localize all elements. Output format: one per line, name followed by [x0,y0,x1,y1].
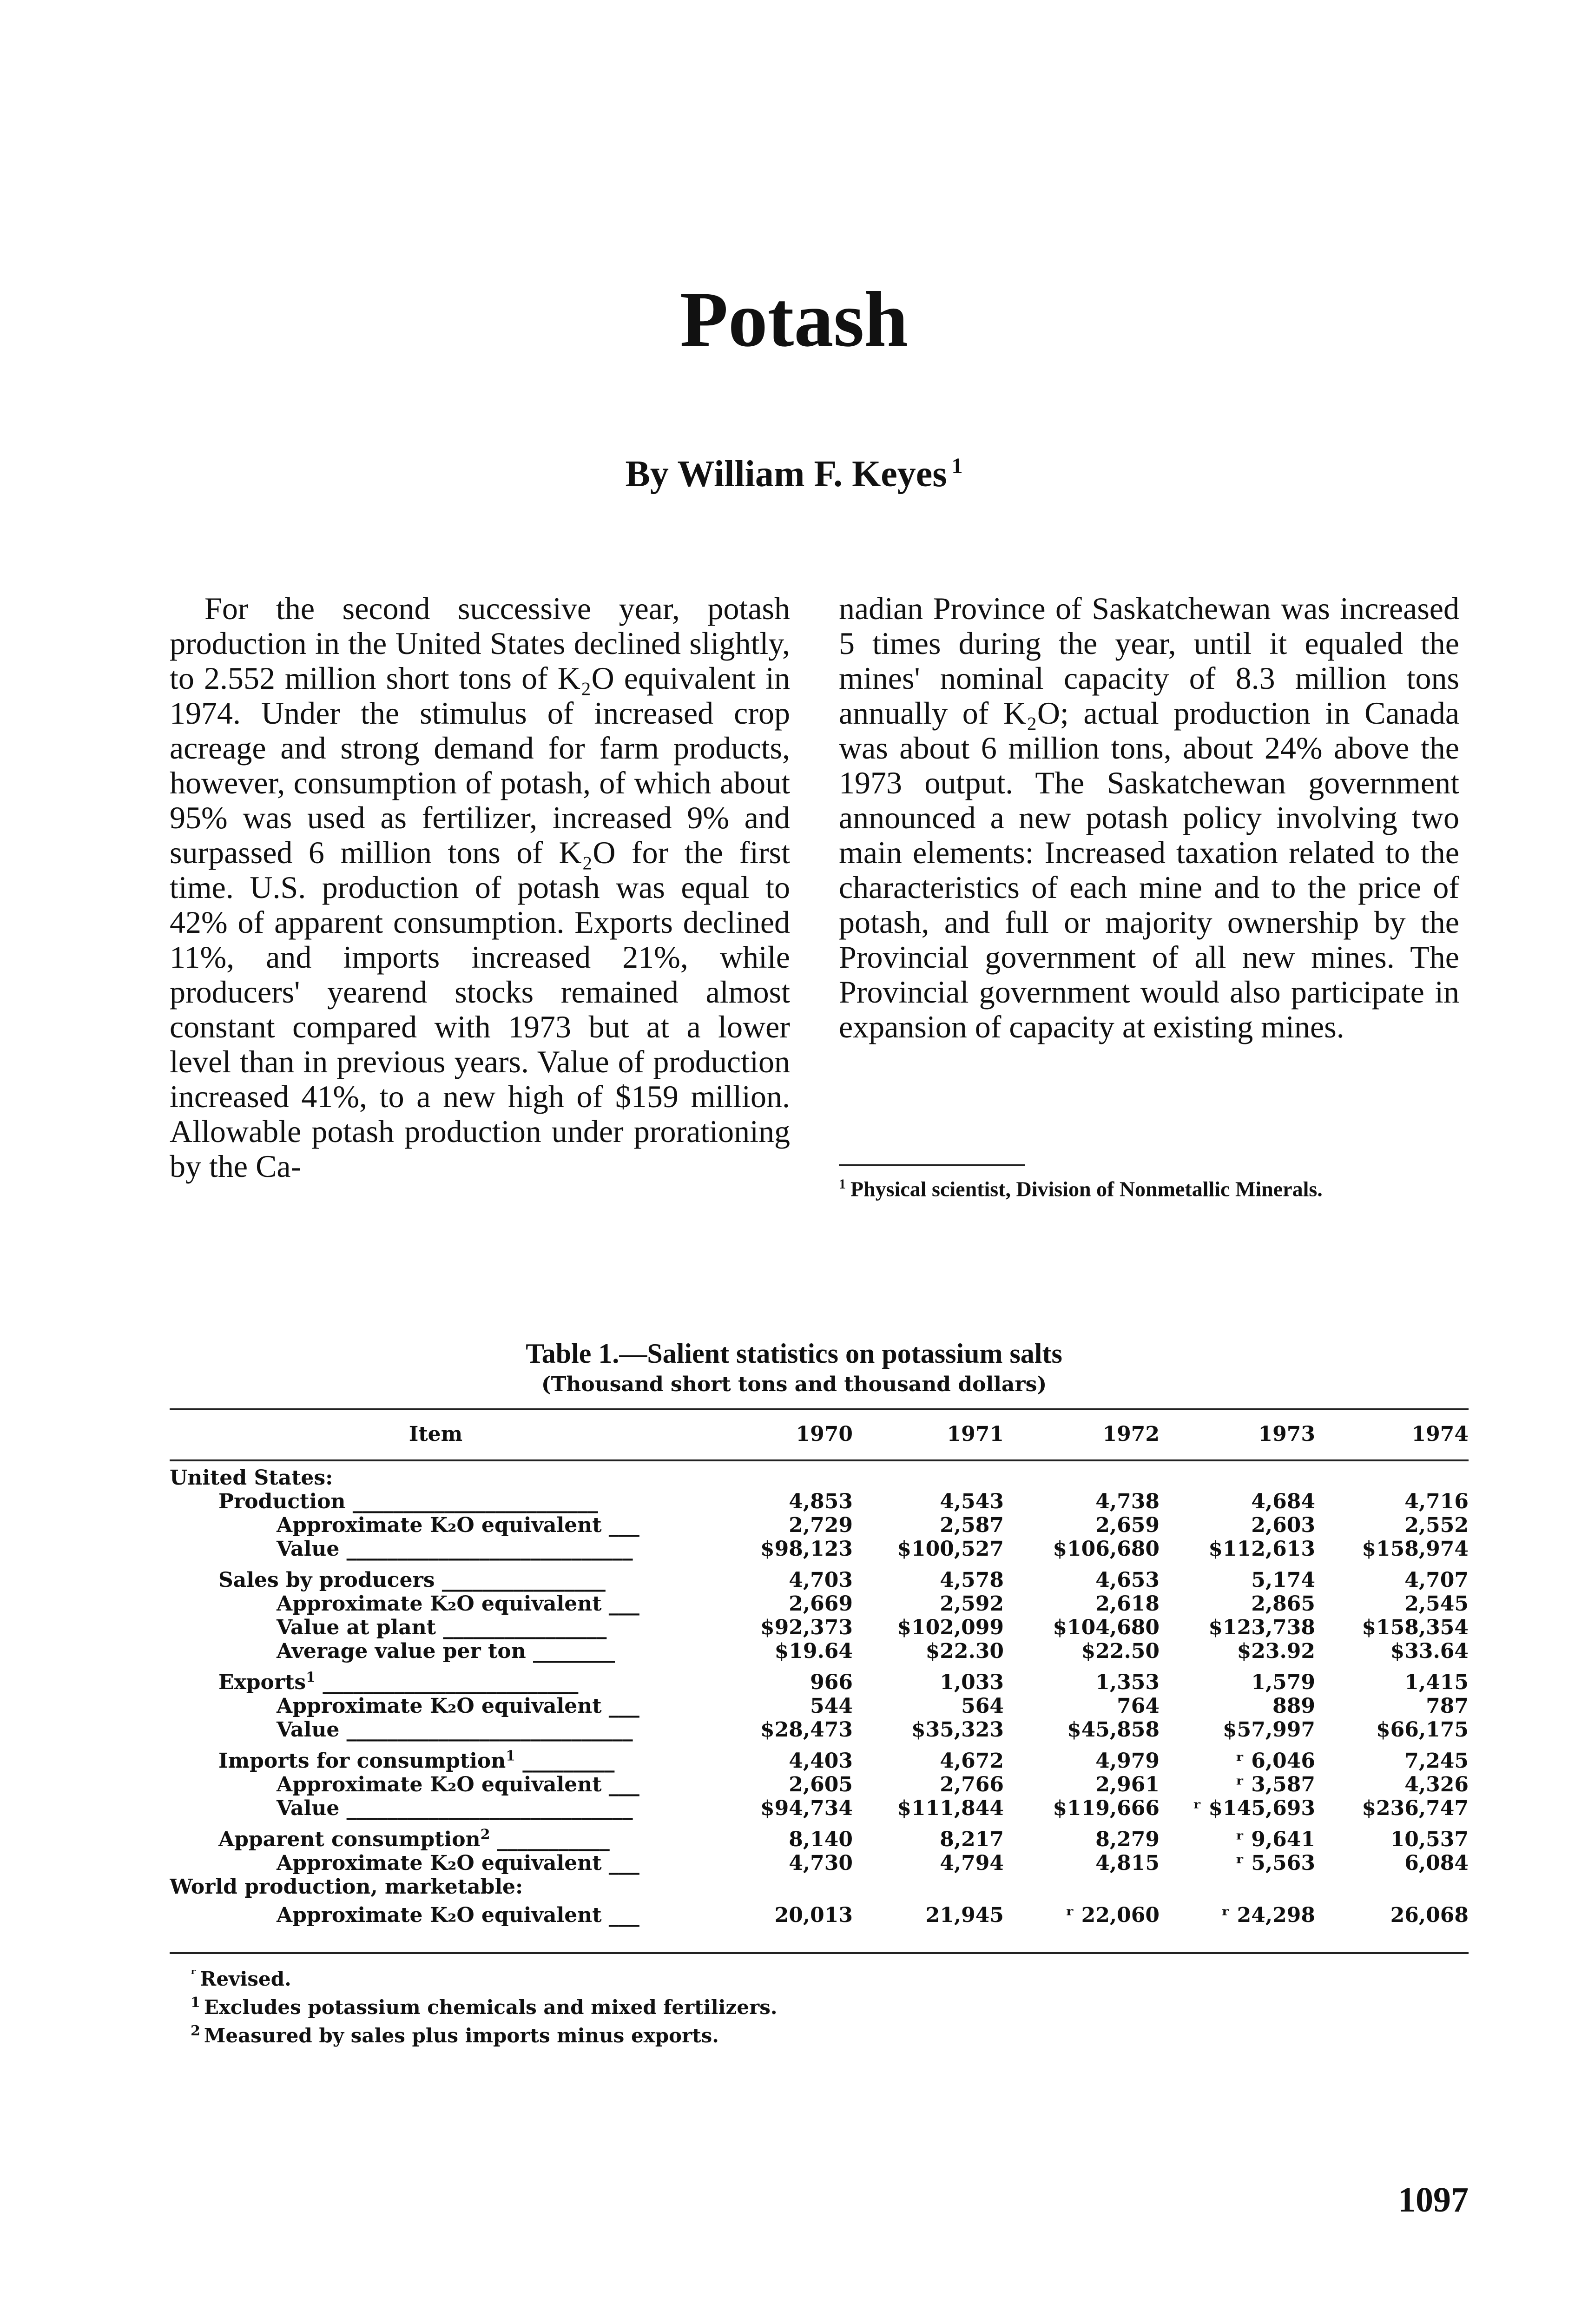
cell-1972: 4,653 [1095,1568,1160,1592]
cell-1970: 4,853 [789,1490,853,1513]
cell-1970: 4,730 [789,1851,853,1875]
table-row [170,1820,1469,1851]
cell-1972: 4,738 [1095,1490,1160,1513]
byline [0,453,1588,495]
table-row [170,1513,1469,1537]
cell-1970: 4,403 [789,1749,853,1773]
cell-1973: 2,865 [1251,1592,1315,1616]
page-number: 1097 [1398,2180,1469,2219]
table-header-row [170,1408,1469,1459]
row-label: Approximate K₂O equivalent ___ [277,1851,639,1875]
table-row [170,1639,1469,1663]
row-label: World production, marketable: [170,1875,523,1899]
cell-1973 [1160,1459,1315,1490]
row-label: Approximate K₂O equivalent ___ [277,1592,639,1616]
table-row [170,1490,1469,1513]
cell-1973: ʳ 9,641 [1235,1828,1315,1851]
row-label: Approximate K₂O equivalent ___ [277,1513,639,1537]
cell-1974: 6,084 [1404,1851,1469,1875]
table-row [170,1773,1469,1796]
cell-1974: 2,545 [1404,1592,1469,1616]
table-row [170,1561,1469,1592]
cell-1972 [1004,1875,1160,1899]
column-header-1972: 1972 [1102,1422,1160,1446]
cell-1973: ʳ $145,693 [1193,1796,1315,1820]
cell-1970: 966 [810,1670,853,1694]
cell-1972: 4,815 [1095,1851,1160,1875]
cell-1971: 21,945 [925,1903,1004,1927]
cell-1973: 889 [1272,1694,1315,1718]
cell-1974: $33.64 [1390,1639,1469,1663]
row-label: United States: [170,1466,333,1490]
cell-1971: $111,844 [897,1796,1004,1820]
cell-1974: $158,354 [1362,1616,1469,1639]
cell-1971: 1,033 [940,1670,1004,1694]
cell-1973: 1,579 [1251,1670,1315,1694]
cell-1970: $28,473 [760,1718,853,1742]
salient-statistics-table [170,1408,1469,1927]
cell-1972 [1004,1459,1160,1490]
cell-1973: ʳ 6,046 [1235,1749,1315,1773]
cell-1970: 4,703 [789,1568,853,1592]
row-label-leader: ___________ [490,1828,610,1851]
note-text: Measured by sales plus imports minus exports. [204,2024,719,2047]
cell-1970: $98,123 [760,1537,853,1561]
table-row [170,1875,1469,1899]
row-label-text: Imports for consumption [218,1749,506,1773]
cell-1973 [1160,1875,1315,1899]
row-label: Value ____________________________ [277,1537,633,1561]
cell-1970: $92,373 [760,1616,853,1639]
cell-1973: $123,738 [1208,1616,1315,1639]
note-mark: ʳ [191,1966,197,1982]
footnote-ref: 1 [306,1669,316,1686]
table-title: Table 1.—Salient statistics on potassium salts [526,1338,1062,1369]
column-header-item: Item [409,1422,463,1446]
cell-1974: 2,552 [1404,1513,1469,1537]
cell-1970: 2,729 [789,1513,853,1537]
table-row [170,1663,1469,1694]
cell-1974: 1,415 [1404,1670,1469,1694]
cell-1972: 2,659 [1095,1513,1160,1537]
cell-1972: $104,680 [1053,1616,1160,1639]
author-footnote-text: Physical scientist, Division of Nonmetallic Minerals. [850,1177,1323,1201]
cell-1973: $57,997 [1222,1718,1315,1742]
cell-1971: 4,794 [940,1851,1004,1875]
body-column-left: For the second successive year, potash production in the United States declined slightly, to 2.552 million short tons of K₂O equivalent in 1974. Under the stimulus of increased crop acreage and strong demand for farm products, however, consumption of potash, of which about 95% was used as fertilizer, increased 9% and surpassed 6 million tons of K₂O for the first time. U.S. production of potash was equal to 42% of apparent consumption. Exports declined 11%, and imports increased 21%, while producers' yearend stocks remained almost constant compared with 1973 but at a lower level than in previous years. Value of production increased 41%, to a new high of $159 million. Allowable potash production under prorationing by the Ca- [170,591,790,1184]
cell-1970 [702,1875,853,1899]
row-label-text: Exports [218,1670,306,1694]
cell-1974 [1315,1459,1469,1490]
cell-1970: $19.64 [774,1639,853,1663]
cell-1970 [702,1459,853,1490]
author-footnote-mark: 1 [839,1176,846,1192]
cell-1971: $102,099 [897,1616,1004,1639]
table-bottom-rule [170,1952,1469,1954]
row-label: Approximate K₂O equivalent ___ [277,1694,639,1718]
column-header-1970: 1970 [796,1422,853,1446]
table-row [170,1616,1469,1639]
cell-1974: 4,716 [1404,1490,1469,1513]
cell-1972: 8,279 [1095,1828,1160,1851]
cell-1974: 10,537 [1390,1828,1469,1851]
cell-1971: 564 [961,1694,1004,1718]
table-note-revised [191,1962,777,1991]
row-label-leader: _________________________ [316,1670,579,1694]
table-row [170,1592,1469,1616]
cell-1973: $23.92 [1237,1639,1315,1663]
cell-1971: $22.30 [925,1639,1004,1663]
cell-1971: 4,578 [940,1568,1004,1592]
cell-1970: 8,140 [789,1828,853,1851]
row-label: Approximate K₂O equivalent ___ [277,1903,639,1927]
cell-1972: 1,353 [1095,1670,1160,1694]
cell-1974: 787 [1426,1694,1469,1718]
cell-1972: $45,858 [1067,1718,1160,1742]
row-label: Value at plant ________________ [277,1616,607,1639]
footnote-divider [839,1164,1025,1166]
cell-1973: 4,684 [1251,1490,1315,1513]
cell-1974: $66,175 [1376,1718,1469,1742]
column-header-1971: 1971 [947,1422,1004,1446]
cell-1972: $106,680 [1053,1537,1160,1561]
author-name: By William F. Keyes [625,454,947,495]
row-label: Average value per ton ________ [277,1639,615,1663]
note-text: Revised. [200,1967,291,1990]
row-label [170,1742,702,1773]
cell-1972: ʳ 22,060 [1066,1903,1160,1927]
cell-1974: $158,974 [1362,1537,1469,1561]
row-label-text: Apparent consumption [218,1828,481,1851]
cell-1973: 5,174 [1251,1568,1315,1592]
body-column-right: nadian Province of Saskatchewan was increased 5 times during the year, until it equaled the mines' nominal capacity of 8.3 million tons annually of K₂O; actual production in Canada was about 6 million tons, about 24% above the 1973 output. The Saskatchewan government announced a new potash policy involving two main elements: Increased taxation related to the characteristics of each mine and to the price of potash, and full or majority ownership by the Provincial government of all new mines. The Provincial government would also participate in expansion of capacity at existing mines. [839,591,1459,1044]
table-row [170,1899,1469,1927]
table-row [170,1537,1469,1561]
column-header-1974: 1974 [1411,1422,1469,1446]
cell-1974: 4,326 [1404,1773,1469,1796]
cell-1971: $100,527 [897,1537,1004,1561]
row-label: Value ____________________________ [277,1718,633,1742]
cell-1971 [853,1875,1004,1899]
cell-1974: 4,707 [1404,1568,1469,1592]
cell-1973: 2,603 [1251,1513,1315,1537]
row-label [170,1663,702,1694]
row-label [170,1820,702,1851]
cell-1973: ʳ 3,587 [1235,1773,1315,1796]
cell-1974: 26,068 [1390,1903,1469,1927]
table-note-1 [191,1991,777,2019]
cell-1972: 2,618 [1095,1592,1160,1616]
row-label: Approximate K₂O equivalent ___ [277,1773,639,1796]
cell-1971: 2,766 [940,1773,1004,1796]
cell-1971: 2,592 [940,1592,1004,1616]
row-label-leader: _________ [515,1749,615,1773]
cell-1972: 4,979 [1095,1749,1160,1773]
cell-1973: ʳ 5,563 [1235,1851,1315,1875]
cell-1972: $119,666 [1053,1796,1160,1820]
cell-1974: $236,747 [1362,1796,1469,1820]
cell-1973: $112,613 [1208,1537,1315,1561]
column-header-1973: 1973 [1258,1422,1315,1446]
cell-1972: 2,961 [1095,1773,1160,1796]
cell-1972: 764 [1117,1694,1160,1718]
cell-1970: 20,013 [774,1903,853,1927]
page-title: Potash [679,276,909,363]
cell-1970: 544 [810,1694,853,1718]
cell-1971: 4,672 [940,1749,1004,1773]
note-text: Excludes potassium chemicals and mixed fertilizers. [204,1996,778,2019]
cell-1971 [853,1459,1004,1490]
table-row [170,1694,1469,1718]
cell-1973: ʳ 24,298 [1221,1903,1315,1927]
table-row [170,1718,1469,1742]
row-label: Value ____________________________ [277,1796,633,1820]
table-note-2 [191,2019,777,2047]
table-row [170,1459,1469,1490]
table-row [170,1851,1469,1875]
table-row [170,1742,1469,1773]
note-mark: 2 [191,2023,200,2039]
cell-1974 [1315,1875,1469,1899]
table-row [170,1796,1469,1820]
cell-1972: $22.50 [1081,1639,1160,1663]
cell-1970: 2,669 [789,1592,853,1616]
author-footnote [839,1172,1459,1201]
cell-1971: $35,323 [911,1718,1004,1742]
table-subtitle: (Thousand short tons and thousand dollars) [541,1373,1047,1396]
cell-1971: 8,217 [940,1828,1004,1851]
cell-1971: 4,543 [940,1490,1004,1513]
cell-1971: 2,587 [940,1513,1004,1537]
row-label: Production ________________________ [218,1490,598,1513]
cell-1970: $94,734 [760,1796,853,1820]
table-notes [191,1962,777,2047]
cell-1974: 7,245 [1404,1749,1469,1773]
byline-footnote-ref: 1 [951,454,963,478]
cell-1970: 2,605 [789,1773,853,1796]
footnote-ref: 2 [480,1826,490,1843]
row-label: Sales by producers ________________ [218,1568,606,1592]
footnote-ref: 1 [506,1748,516,1764]
note-mark: 1 [191,1994,200,2011]
